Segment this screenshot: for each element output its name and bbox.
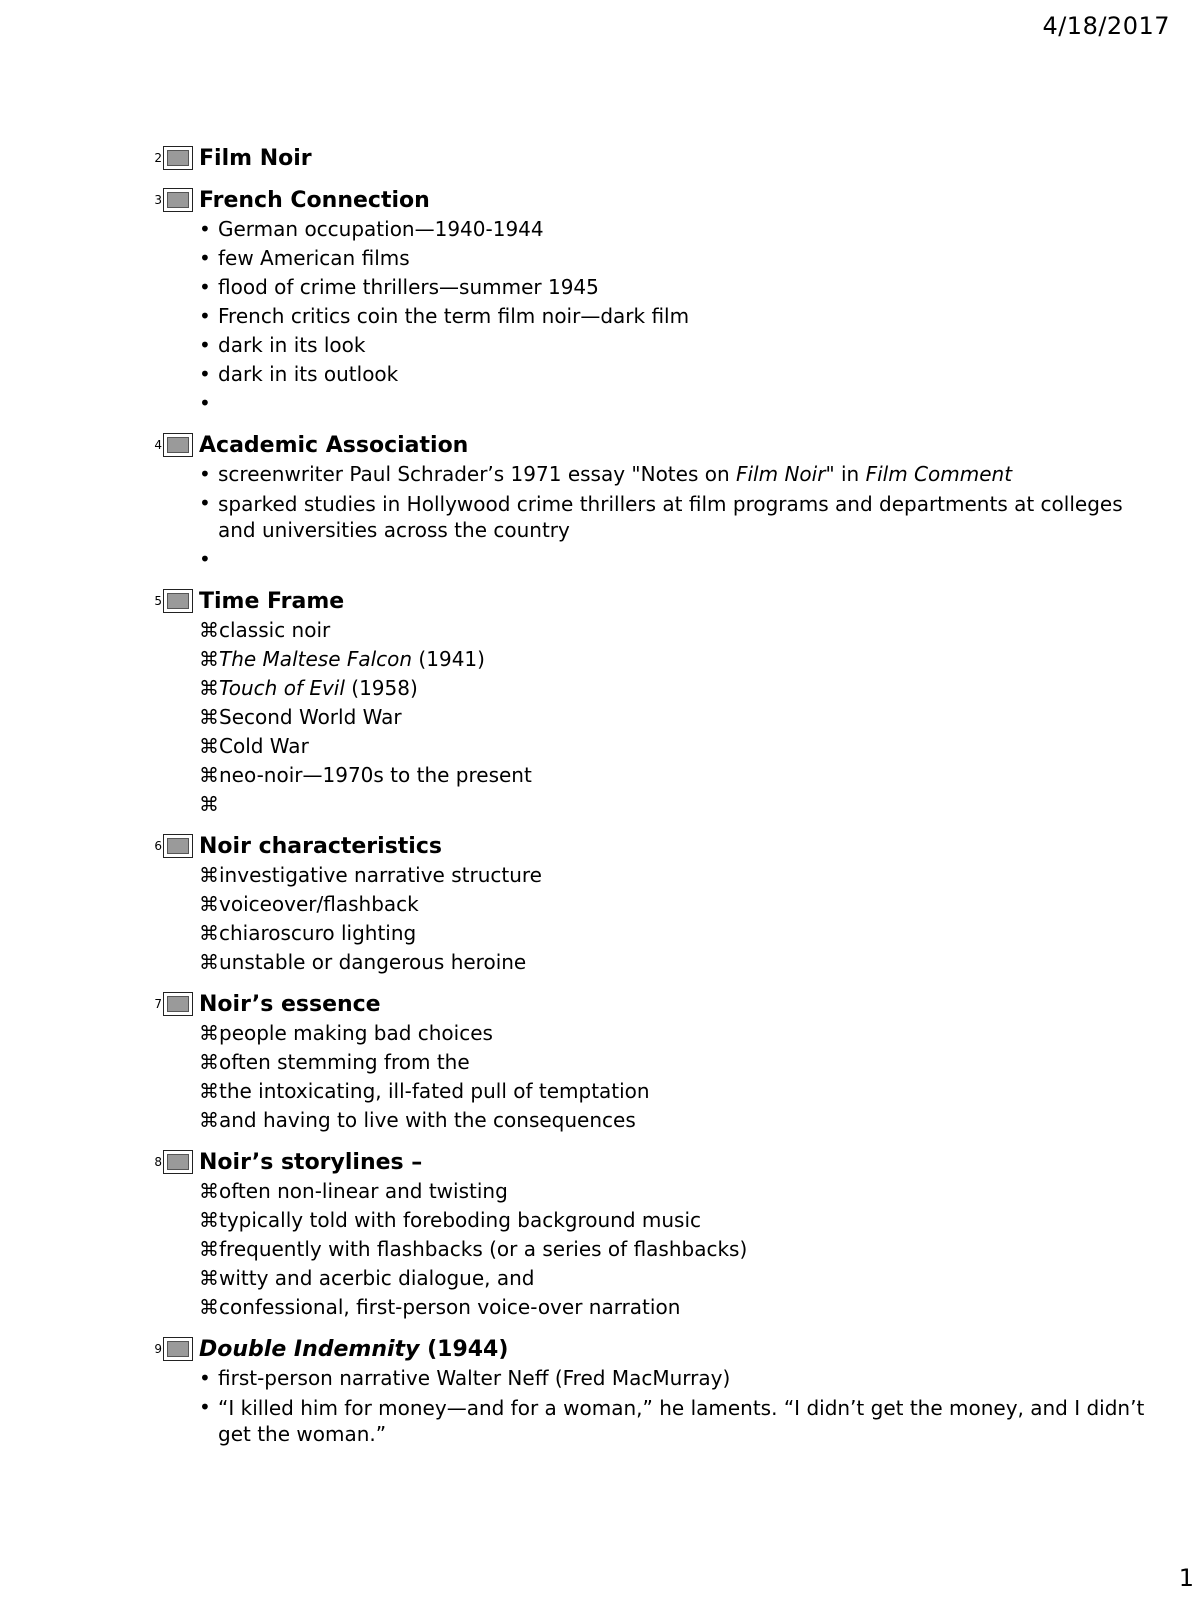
slide-number: 6 [154, 839, 162, 853]
slide-title: Noir characteristics [199, 833, 442, 859]
command-marker-icon: ⌘ [199, 1295, 219, 1319]
bullet-icon: • [199, 275, 211, 299]
list-item: ⌘unstable or dangerous heroine [199, 950, 527, 974]
command-marker-icon: ⌘ [199, 950, 219, 974]
bullet-item: • first-person narrative Walter Neff (Fred MacMurray) [199, 1364, 1148, 1393]
bullet-item: • French critics coin the term film noir—dark film [199, 302, 1148, 331]
list-item: ⌘chiaroscuro lighting [199, 921, 417, 945]
command-marker-icon: ⌘ [199, 1179, 219, 1203]
list-item: ⌘Cold War [199, 734, 309, 758]
command-marker-icon: ⌘ [199, 1050, 219, 1074]
slide-icon[interactable] [163, 1150, 193, 1174]
command-marker-icon: ⌘ [199, 863, 219, 887]
slide-icon[interactable] [163, 433, 193, 457]
list-item: ⌘Touch of Evil (1958) [199, 676, 418, 700]
slide-icon[interactable] [163, 589, 193, 613]
slide-number: 4 [154, 438, 162, 452]
list-item: ⌘people making bad choices [199, 1021, 493, 1045]
command-marker-icon: ⌘ [199, 618, 219, 642]
bullet-icon: • [199, 462, 211, 486]
slide-title: Double Indemnity (1944) [199, 1336, 509, 1362]
bullet-item: • dark in its outlook [199, 360, 1148, 389]
slide-number: 3 [154, 193, 162, 207]
bullet-icon: • [199, 362, 211, 386]
slide-outline [148, 143, 1148, 1461]
bullet-item: • flood of crime thrillers—summer 1945 [199, 273, 1148, 302]
slide-title: Noir’s storylines – [199, 1149, 423, 1175]
list-item: ⌘frequently with flashbacks (or a series of flashbacks) [199, 1237, 748, 1261]
slide-number: 8 [154, 1155, 162, 1169]
list-item: ⌘typically told with foreboding background music [199, 1208, 702, 1232]
bullet-icon: • [199, 1366, 211, 1390]
command-marker-icon: ⌘ [199, 1021, 219, 1045]
list-item: ⌘voiceover/flashback [199, 892, 419, 916]
command-marker-icon: ⌘ [199, 792, 219, 816]
list-item: ⌘investigative narrative structure [199, 863, 542, 887]
slide-7 [148, 989, 1148, 1135]
slide-9 [148, 1334, 1148, 1449]
list-item: ⌘and having to live with the consequences [199, 1108, 636, 1132]
slide-title: Noir’s essence [199, 991, 381, 1017]
bullet-icon: • [199, 246, 211, 270]
slide-title: Academic Association [199, 432, 469, 458]
slide-6 [148, 831, 1148, 977]
bullet-icon: • [199, 217, 211, 241]
list-item: ⌘The Maltese Falcon (1941) [199, 647, 485, 671]
bullet-icon: • [199, 1395, 211, 1419]
list-item: ⌘classic noir [199, 618, 331, 642]
bullet-icon: • [199, 304, 211, 328]
command-marker-icon: ⌘ [199, 892, 219, 916]
slide-5 [148, 586, 1148, 819]
slide-icon[interactable] [163, 146, 193, 170]
command-marker-icon: ⌘ [199, 921, 219, 945]
slide-icon[interactable] [163, 834, 193, 858]
list-item: ⌘witty and acerbic dialogue, and [199, 1266, 535, 1290]
bullet-item: • “I killed him for money—and for a woman,” he laments. “I didn’t get the money, and I didn’t get the woman.” [199, 1395, 1145, 1446]
bullet-item: • few American films [199, 244, 1148, 273]
command-marker-icon: ⌘ [199, 647, 219, 671]
command-marker-icon: ⌘ [199, 734, 219, 758]
command-marker-icon: ⌘ [199, 1266, 219, 1290]
slide-icon[interactable] [163, 992, 193, 1016]
slide-number: 7 [154, 997, 162, 1011]
page-number: 1 [1178, 1564, 1194, 1592]
bullet-item: • sparked studies in Hollywood crime thrillers at film programs and departments at colleges and universities across the country [199, 491, 1123, 542]
command-marker-icon: ⌘ [199, 1108, 219, 1132]
slide-title: French Connection [199, 187, 430, 213]
slide-icon[interactable] [163, 1337, 193, 1361]
bullet-item: • dark in its look [199, 331, 1148, 360]
slide-2 [148, 143, 1148, 173]
print-date: 4/18/2017 [1042, 12, 1170, 40]
slide-number: 9 [154, 1342, 162, 1356]
slide-4 [148, 430, 1148, 574]
list-item: ⌘often stemming from the [199, 1050, 470, 1074]
list-item: ⌘Second World War [199, 705, 402, 729]
command-marker-icon: ⌘ [199, 705, 219, 729]
slide-number: 2 [154, 151, 162, 165]
bullet-icon: • [199, 333, 211, 357]
slide-icon[interactable] [163, 188, 193, 212]
bullet-item: • screenwriter Paul Schrader’s 1971 essay "Notes on Film Noir" in Film Comment [199, 460, 1148, 489]
list-item-empty [199, 790, 1148, 819]
slide-title: Time Frame [199, 588, 345, 614]
command-marker-icon: ⌘ [199, 1208, 219, 1232]
bullet-icon: • [199, 491, 211, 515]
bullet-icon: • [199, 391, 211, 415]
command-marker-icon: ⌘ [199, 1237, 219, 1261]
command-marker-icon: ⌘ [199, 676, 219, 700]
slide-title: Film Noir [199, 145, 312, 171]
bullet-item-empty [199, 545, 1148, 574]
command-marker-icon: ⌘ [199, 1079, 219, 1103]
bullet-icon: • [199, 547, 211, 571]
bullet-item: • German occupation—1940-1944 [199, 215, 1148, 244]
slide-3 [148, 185, 1148, 418]
list-item: ⌘the intoxicating, ill-fated pull of temptation [199, 1079, 650, 1103]
list-item: ⌘neo-noir—1970s to the present [199, 763, 532, 787]
slide-number: 5 [154, 594, 162, 608]
bullet-item-empty [199, 389, 1148, 418]
list-item: ⌘confessional, first-person voice-over narration [199, 1295, 681, 1319]
command-marker-icon: ⌘ [199, 763, 219, 787]
slide-8 [148, 1147, 1148, 1322]
list-item: ⌘often non-linear and twisting [199, 1179, 508, 1203]
